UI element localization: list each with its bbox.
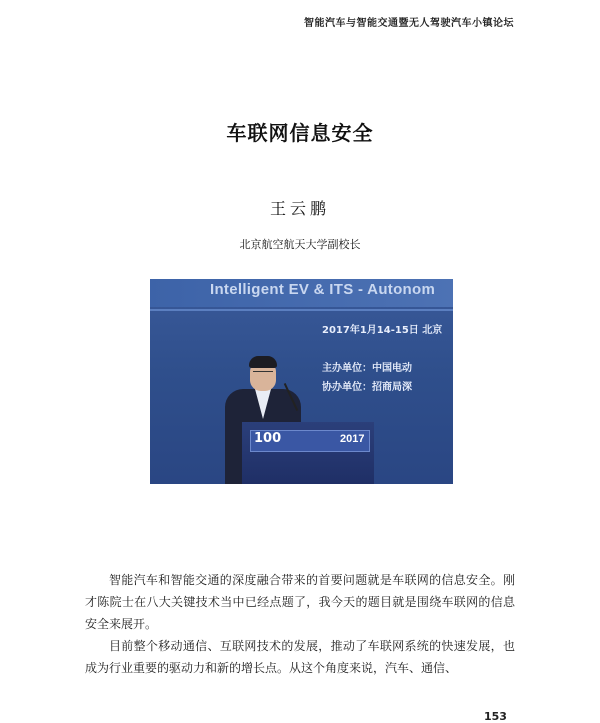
banner-date: 2017年1月14-15日 北京 xyxy=(322,325,443,336)
running-header: 智能汽车与智能交通暨无人驾驶汽车小镇论坛 xyxy=(304,18,514,29)
podium-logo: 100 xyxy=(254,431,282,446)
page-number: 153 xyxy=(484,710,507,723)
banner-divider xyxy=(150,309,453,311)
podium-year: 2017 xyxy=(340,433,365,445)
author-affiliation: 北京航空航天大学副校长 xyxy=(239,238,361,251)
article-title: 车联网信息安全 xyxy=(226,121,374,145)
body-paragraph: 目前整个移动通信、互联网技术的发展，推动了车联网系统的快速发展，也成为行业重要的驱动力和新的增长点。从这个角度来说，汽车、通信、 xyxy=(85,639,515,675)
speaker-photo xyxy=(150,279,453,484)
banner-co-organizer: 协办单位：招商局深 xyxy=(322,382,412,393)
speaker-glasses xyxy=(253,371,273,376)
article-body xyxy=(85,569,515,679)
banner-organizer: 主办单位：中国电动 xyxy=(322,363,412,374)
banner-text: Intelligent EV & ITS - Autonom xyxy=(210,281,436,298)
body-paragraph: 智能汽车和智能交通的深度融合带来的首要问题就是车联网的信息安全。刚才陈院士在八大关键技术当中已经点题了，我今天的题目就是围绕车联网的信息安全来展开。 xyxy=(85,573,515,631)
author-name: 王云鹏 xyxy=(269,199,330,218)
speaker-hair xyxy=(249,356,277,368)
